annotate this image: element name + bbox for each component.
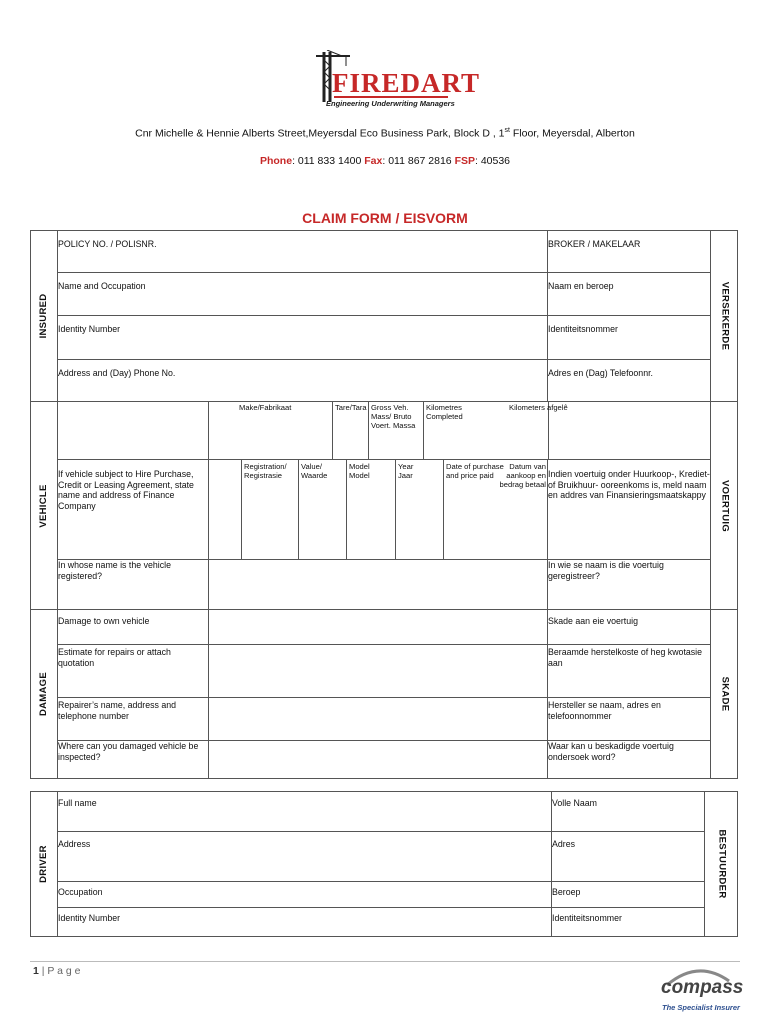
gross-mass-label[interactable]: Gross Veh. Mass/ Bruto Voert. Massa — [371, 403, 416, 430]
full-name-field[interactable]: Full name — [58, 792, 552, 832]
purchase-date-label[interactable]: Date of purchase and price paid — [446, 462, 504, 480]
repairer-details-blank[interactable] — [209, 698, 548, 741]
vehicle-specs-cell — [209, 402, 711, 460]
claim-form-table — [30, 230, 738, 779]
driver-address-field[interactable]: Address — [58, 832, 552, 882]
form-title: CLAIM FORM / EISVORM — [302, 210, 468, 226]
purchase-date-af-label: Datum van aankoop en bedrag betaal — [499, 462, 546, 489]
skade-eie-voertuig-field[interactable]: Skade aan eie voertuig — [548, 610, 711, 645]
driver-side-label: DRIVER — [31, 792, 58, 937]
skade-side-label: SKADE — [711, 610, 738, 779]
vehicle-row-finance — [31, 460, 738, 560]
inspection-location-field[interactable]: Where can you damaged vehicle be inspected? — [58, 741, 209, 779]
insured-side-label: INSURED — [31, 231, 58, 402]
kilometres-label[interactable]: Kilometres Completed — [426, 403, 463, 421]
address-phone-field[interactable]: Address and (Day) Phone No. — [58, 360, 548, 402]
model-label[interactable]: Model Model — [349, 462, 370, 480]
beroep-field[interactable]: Beroep — [552, 882, 705, 908]
fsp-label: FSP — [454, 155, 475, 167]
vehicle-details-cell — [209, 460, 548, 560]
damage-row-own — [31, 610, 738, 645]
fax-label: Fax — [364, 155, 383, 167]
vehicle-blank-cell — [58, 402, 209, 460]
driver-row-id — [31, 908, 738, 937]
damage-row-inspect — [31, 741, 738, 779]
value-label[interactable]: Value/ Waarde — [301, 462, 328, 480]
footer-divider — [30, 961, 740, 962]
driver-table — [30, 791, 738, 937]
kilometers-afgele-label: Kilometers afgelê — [509, 403, 568, 412]
compass-brand: compass — [661, 977, 744, 998]
vehicle-side-label: VEHICLE — [31, 402, 58, 610]
adres-telefoon-field[interactable]: Adres en (Dag) Telefoonnr. — [548, 360, 711, 402]
phone-label: Phone — [259, 155, 293, 167]
driver-identiteit-field[interactable]: Identiteitsnommer — [552, 908, 705, 937]
broker-field[interactable]: BROKER / MAKELAAR — [548, 231, 711, 273]
compass-logo — [655, 965, 744, 1020]
logo-text: FIREDART — [332, 68, 481, 98]
year-label[interactable]: Year Jaar — [398, 462, 414, 480]
bestuurder-side-label: BESTUURDER — [705, 792, 738, 937]
estimate-repairs-field[interactable]: Estimate for repairs or attach quotation — [58, 645, 209, 698]
registered-name-field[interactable]: In whose name is the vehicle registered? — [58, 560, 209, 610]
repairer-details-field[interactable]: Repairer’s name, address and telephone number — [58, 698, 209, 741]
driver-identity-field[interactable]: Identity Number — [58, 908, 552, 937]
logo-tagline: Engineering Underwriting Managers — [326, 99, 455, 108]
identiteitsnommer-field[interactable]: Identiteitsnommer — [548, 316, 711, 360]
make-label[interactable]: Make/Fabrikaat — [239, 403, 292, 412]
logo-underline — [334, 96, 448, 98]
inspeksie-plek-field[interactable]: Waar kan u beskadigde voertuig ondersoek word? — [548, 741, 711, 779]
tare-label[interactable]: Tare/Tara — [335, 403, 367, 412]
vehicle-row-registered — [31, 560, 738, 610]
driver-adres-field[interactable]: Adres — [552, 832, 705, 882]
driver-row-name — [31, 792, 738, 832]
registered-name-blank[interactable] — [209, 560, 548, 610]
damage-own-vehicle-field[interactable]: Damage to own vehicle — [58, 610, 209, 645]
firedart-logo — [312, 50, 481, 110]
driver-row-address — [31, 832, 738, 882]
contact-line: Phone: 011 833 1400 Fax: 011 867 2816 FSP: 40536 — [259, 155, 511, 167]
company-address: Cnr Michelle & Hennie Alberts Street,Meyersdal Eco Business Park, Block D , 1st Floor, Meyersdal, Alberton — [135, 127, 635, 140]
inspection-location-blank[interactable] — [209, 741, 548, 779]
driver-row-occupation — [31, 882, 738, 908]
registration-label[interactable]: Registration/ Registrasie — [244, 462, 287, 480]
page-number: 1 | P a g e — [33, 965, 81, 977]
insured-row-policy — [31, 231, 738, 273]
damage-side-label: DAMAGE — [31, 610, 58, 779]
identity-number-field[interactable]: Identity Number — [58, 316, 548, 360]
voertuig-side-label: VOERTUIG — [711, 402, 738, 610]
insured-row-address — [31, 360, 738, 402]
occupation-field[interactable]: Occupation — [58, 882, 552, 908]
damage-own-vehicle-blank[interactable] — [209, 610, 548, 645]
insured-row-id — [31, 316, 738, 360]
estimate-repairs-blank[interactable] — [209, 645, 548, 698]
finance-company-af-field[interactable]: Indien voertuig onder Huurkoop-, Krediet- of Bruikhuur- ooreenkoms is, meld naam en addres van Finansieringsmaatskappy — [548, 460, 711, 560]
policy-no-field[interactable]: POLICY NO. / POLISNR. — [58, 231, 548, 273]
vehicle-row-make — [31, 402, 738, 460]
versekerde-side-label: VERSEKERDE — [711, 231, 738, 402]
damage-row-repairer — [31, 698, 738, 741]
compass-tagline: The Specialist Insurer — [662, 1003, 740, 1012]
name-occupation-field[interactable]: Name and Occupation — [58, 273, 548, 316]
finance-company-field[interactable]: If vehicle subject to Hire Purchase, Credit or Leasing Agreement, state name and address of Finance Company — [58, 460, 209, 560]
registered-name-af-field[interactable]: In wie se naam is die voertuig geregistreer? — [548, 560, 711, 610]
volle-naam-field[interactable]: Volle Naam — [552, 792, 705, 832]
damage-row-estimate — [31, 645, 738, 698]
insured-row-name — [31, 273, 738, 316]
beraamde-herstelkoste-field[interactable]: Beraamde herstelkoste of heg kwotasie aan — [548, 645, 711, 698]
hersteller-details-field[interactable]: Hersteller se naam, adres en telefoonnommer — [548, 698, 711, 741]
naam-beroep-field[interactable]: Naam en beroep — [548, 273, 711, 316]
